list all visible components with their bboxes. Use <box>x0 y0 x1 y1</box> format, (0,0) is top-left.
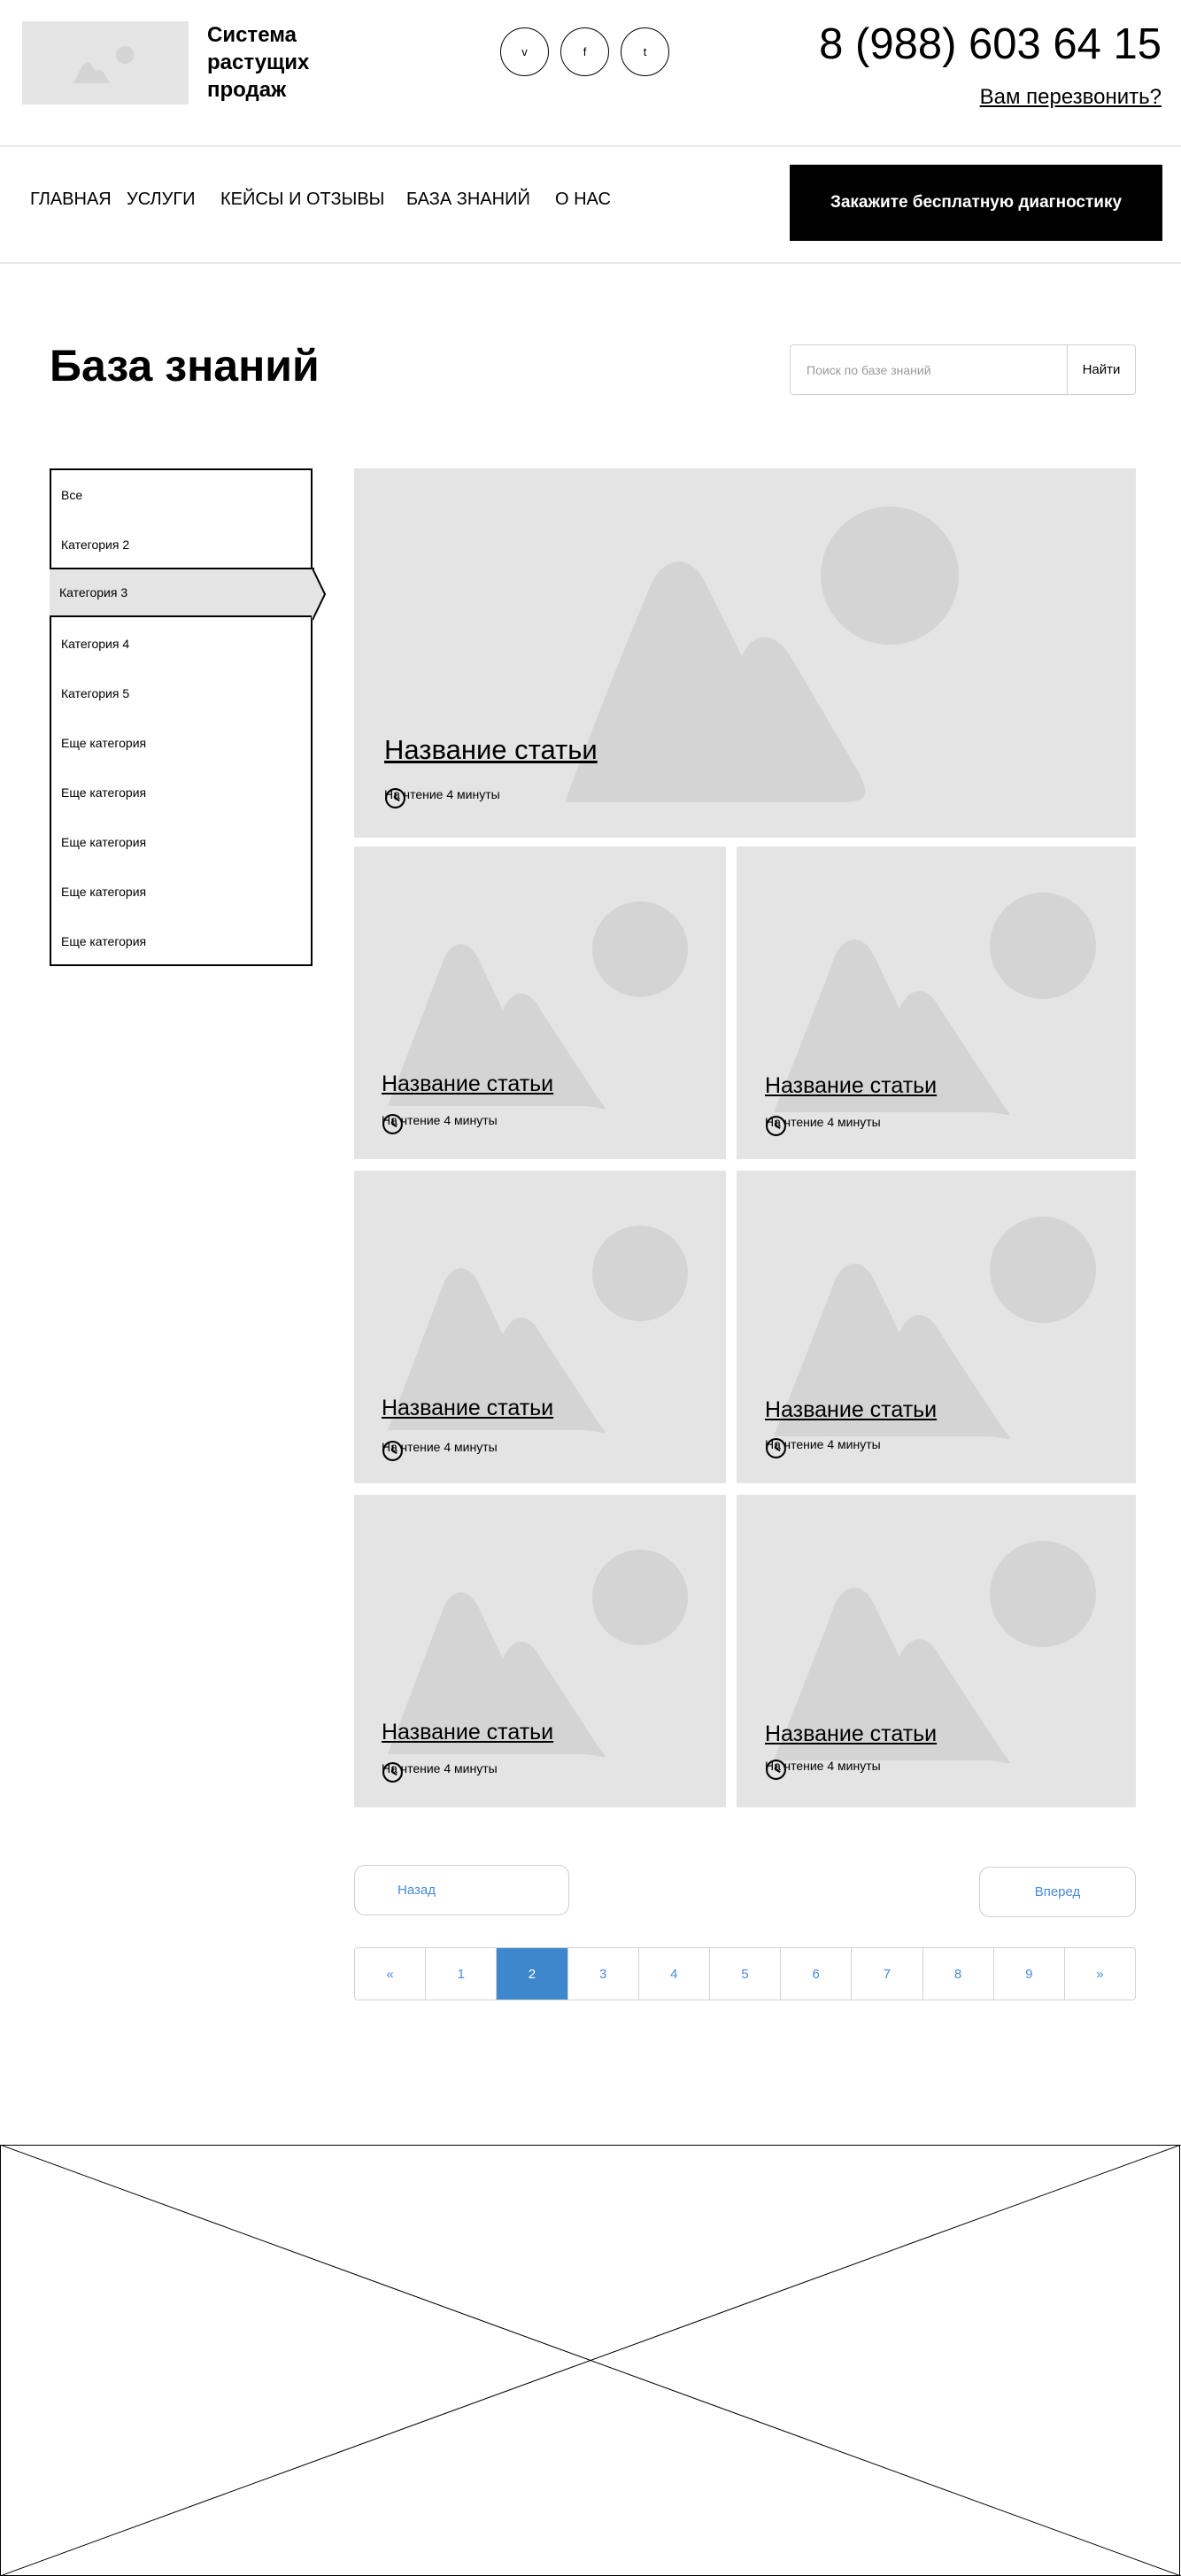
category-item-more-1[interactable]: Еще категория <box>61 736 147 750</box>
callback-link[interactable]: Вам перезвонить? <box>979 85 1162 109</box>
clock-icon <box>765 1115 787 1137</box>
category-item-4[interactable]: Категория 4 <box>61 637 130 651</box>
phone-number[interactable]: 8 (988) 603 64 15 <box>819 20 1162 68</box>
nav-item-home[interactable]: ГЛАВНАЯ <box>30 190 112 209</box>
search-button[interactable]: Найти <box>1067 344 1136 395</box>
prev-button[interactable]: Назад <box>354 1865 569 1915</box>
reading-time: На чтение 4 минуты <box>382 1761 498 1775</box>
category-item-5[interactable]: Категория 5 <box>61 686 130 700</box>
clock-icon <box>382 1440 404 1462</box>
image-placeholder-icon <box>354 468 1136 838</box>
category-item-3-active[interactable]: Категория 3 <box>50 568 314 617</box>
nav-item-knowledge-base[interactable]: БАЗА ЗНАНИЙ <box>406 190 530 209</box>
page-button[interactable]: 3 <box>567 1948 638 2000</box>
clock-icon <box>384 787 406 809</box>
image-placeholder-icon <box>354 1171 726 1483</box>
vk-social-button[interactable]: v <box>500 27 549 76</box>
page-first-button[interactable]: « <box>386 1966 394 1982</box>
category-item-more-5[interactable]: Еще категория <box>61 934 147 948</box>
article-title[interactable]: Название статьи <box>384 734 598 765</box>
article-title[interactable]: Название статьи <box>382 1720 554 1744</box>
facebook-social-button[interactable]: f <box>560 27 609 76</box>
article-meta <box>765 1759 881 1773</box>
article-meta <box>382 1113 498 1127</box>
reading-time: На чтение 4 минуты <box>382 1113 498 1127</box>
article-title[interactable]: Название статьи <box>765 1073 938 1098</box>
category-list <box>50 468 313 966</box>
reading-time: На чтение 4 минуты <box>384 787 500 801</box>
article-meta <box>382 1761 498 1775</box>
category-item-2[interactable]: Категория 2 <box>61 538 130 552</box>
article-card[interactable] <box>354 1171 726 1483</box>
next-button[interactable]: Вперед <box>979 1867 1136 1917</box>
article-meta <box>382 1440 498 1454</box>
clock-icon <box>382 1761 404 1783</box>
page-last-button[interactable]: » <box>1064 1948 1135 2000</box>
article-card[interactable] <box>737 847 1136 1159</box>
nav-divider <box>0 262 1181 264</box>
brand-name: Система растущих продаж <box>207 23 310 102</box>
clock-icon <box>765 1759 787 1781</box>
page-button[interactable]: 6 <box>780 1948 851 2000</box>
article-card[interactable] <box>354 847 726 1159</box>
nav-item-about[interactable]: О НАС <box>555 190 611 209</box>
category-item-more-2[interactable]: Еще категория <box>61 785 147 800</box>
page-button[interactable]: 5 <box>709 1948 780 2000</box>
pagination <box>354 1947 1136 2000</box>
article-meta <box>765 1437 881 1451</box>
reading-time: На чтение 4 минуты <box>765 1437 881 1451</box>
page-button[interactable]: 1 <box>425 1948 496 2000</box>
page-button[interactable]: 4 <box>638 1948 709 2000</box>
active-category-arrow-icon <box>312 568 326 621</box>
logo-image-placeholder[interactable] <box>22 21 189 104</box>
article-title[interactable]: Название статьи <box>765 1721 938 1746</box>
article-meta <box>384 787 500 801</box>
page-button[interactable]: 8 <box>922 1948 993 2000</box>
clock-icon <box>765 1437 787 1459</box>
article-card[interactable] <box>354 1495 726 1807</box>
reading-time: На чтение 4 минуты <box>382 1440 498 1454</box>
page-title: База знаний <box>50 341 320 391</box>
article-title[interactable]: Название статьи <box>382 1071 554 1096</box>
image-placeholder-icon <box>737 847 1136 1159</box>
footer-placeholder <box>0 2145 1181 2576</box>
category-item-more-3[interactable]: Еще категория <box>61 835 147 849</box>
twitter-social-button[interactable]: t <box>621 27 669 76</box>
page-button-current[interactable]: 2 <box>496 1948 567 2000</box>
article-card-featured[interactable] <box>354 468 1136 838</box>
article-title[interactable]: Название статьи <box>382 1396 554 1420</box>
order-diagnostics-button[interactable]: Закажите бесплатную диагностику <box>790 165 1162 241</box>
page-button[interactable]: 9 <box>993 1948 1064 2000</box>
article-card[interactable] <box>737 1495 1136 1807</box>
nav-item-services[interactable]: УСЛУГИ <box>127 190 196 209</box>
page-button[interactable]: 7 <box>851 1948 922 2000</box>
reading-time: На чтение 4 минуты <box>765 1759 881 1773</box>
article-title[interactable]: Название статьи <box>765 1397 938 1422</box>
clock-icon <box>382 1113 404 1135</box>
header-divider <box>0 145 1181 147</box>
article-meta <box>765 1115 881 1129</box>
image-placeholder-icon <box>22 21 189 104</box>
search-input[interactable] <box>790 344 1068 395</box>
article-card[interactable] <box>737 1171 1136 1483</box>
nav-item-cases[interactable]: КЕЙСЫ И ОТЗЫВЫ <box>220 190 385 209</box>
reading-time: На чтение 4 минуты <box>765 1115 881 1129</box>
category-item-more-4[interactable]: Еще категория <box>61 885 147 899</box>
category-item-all[interactable]: Все <box>61 488 83 502</box>
